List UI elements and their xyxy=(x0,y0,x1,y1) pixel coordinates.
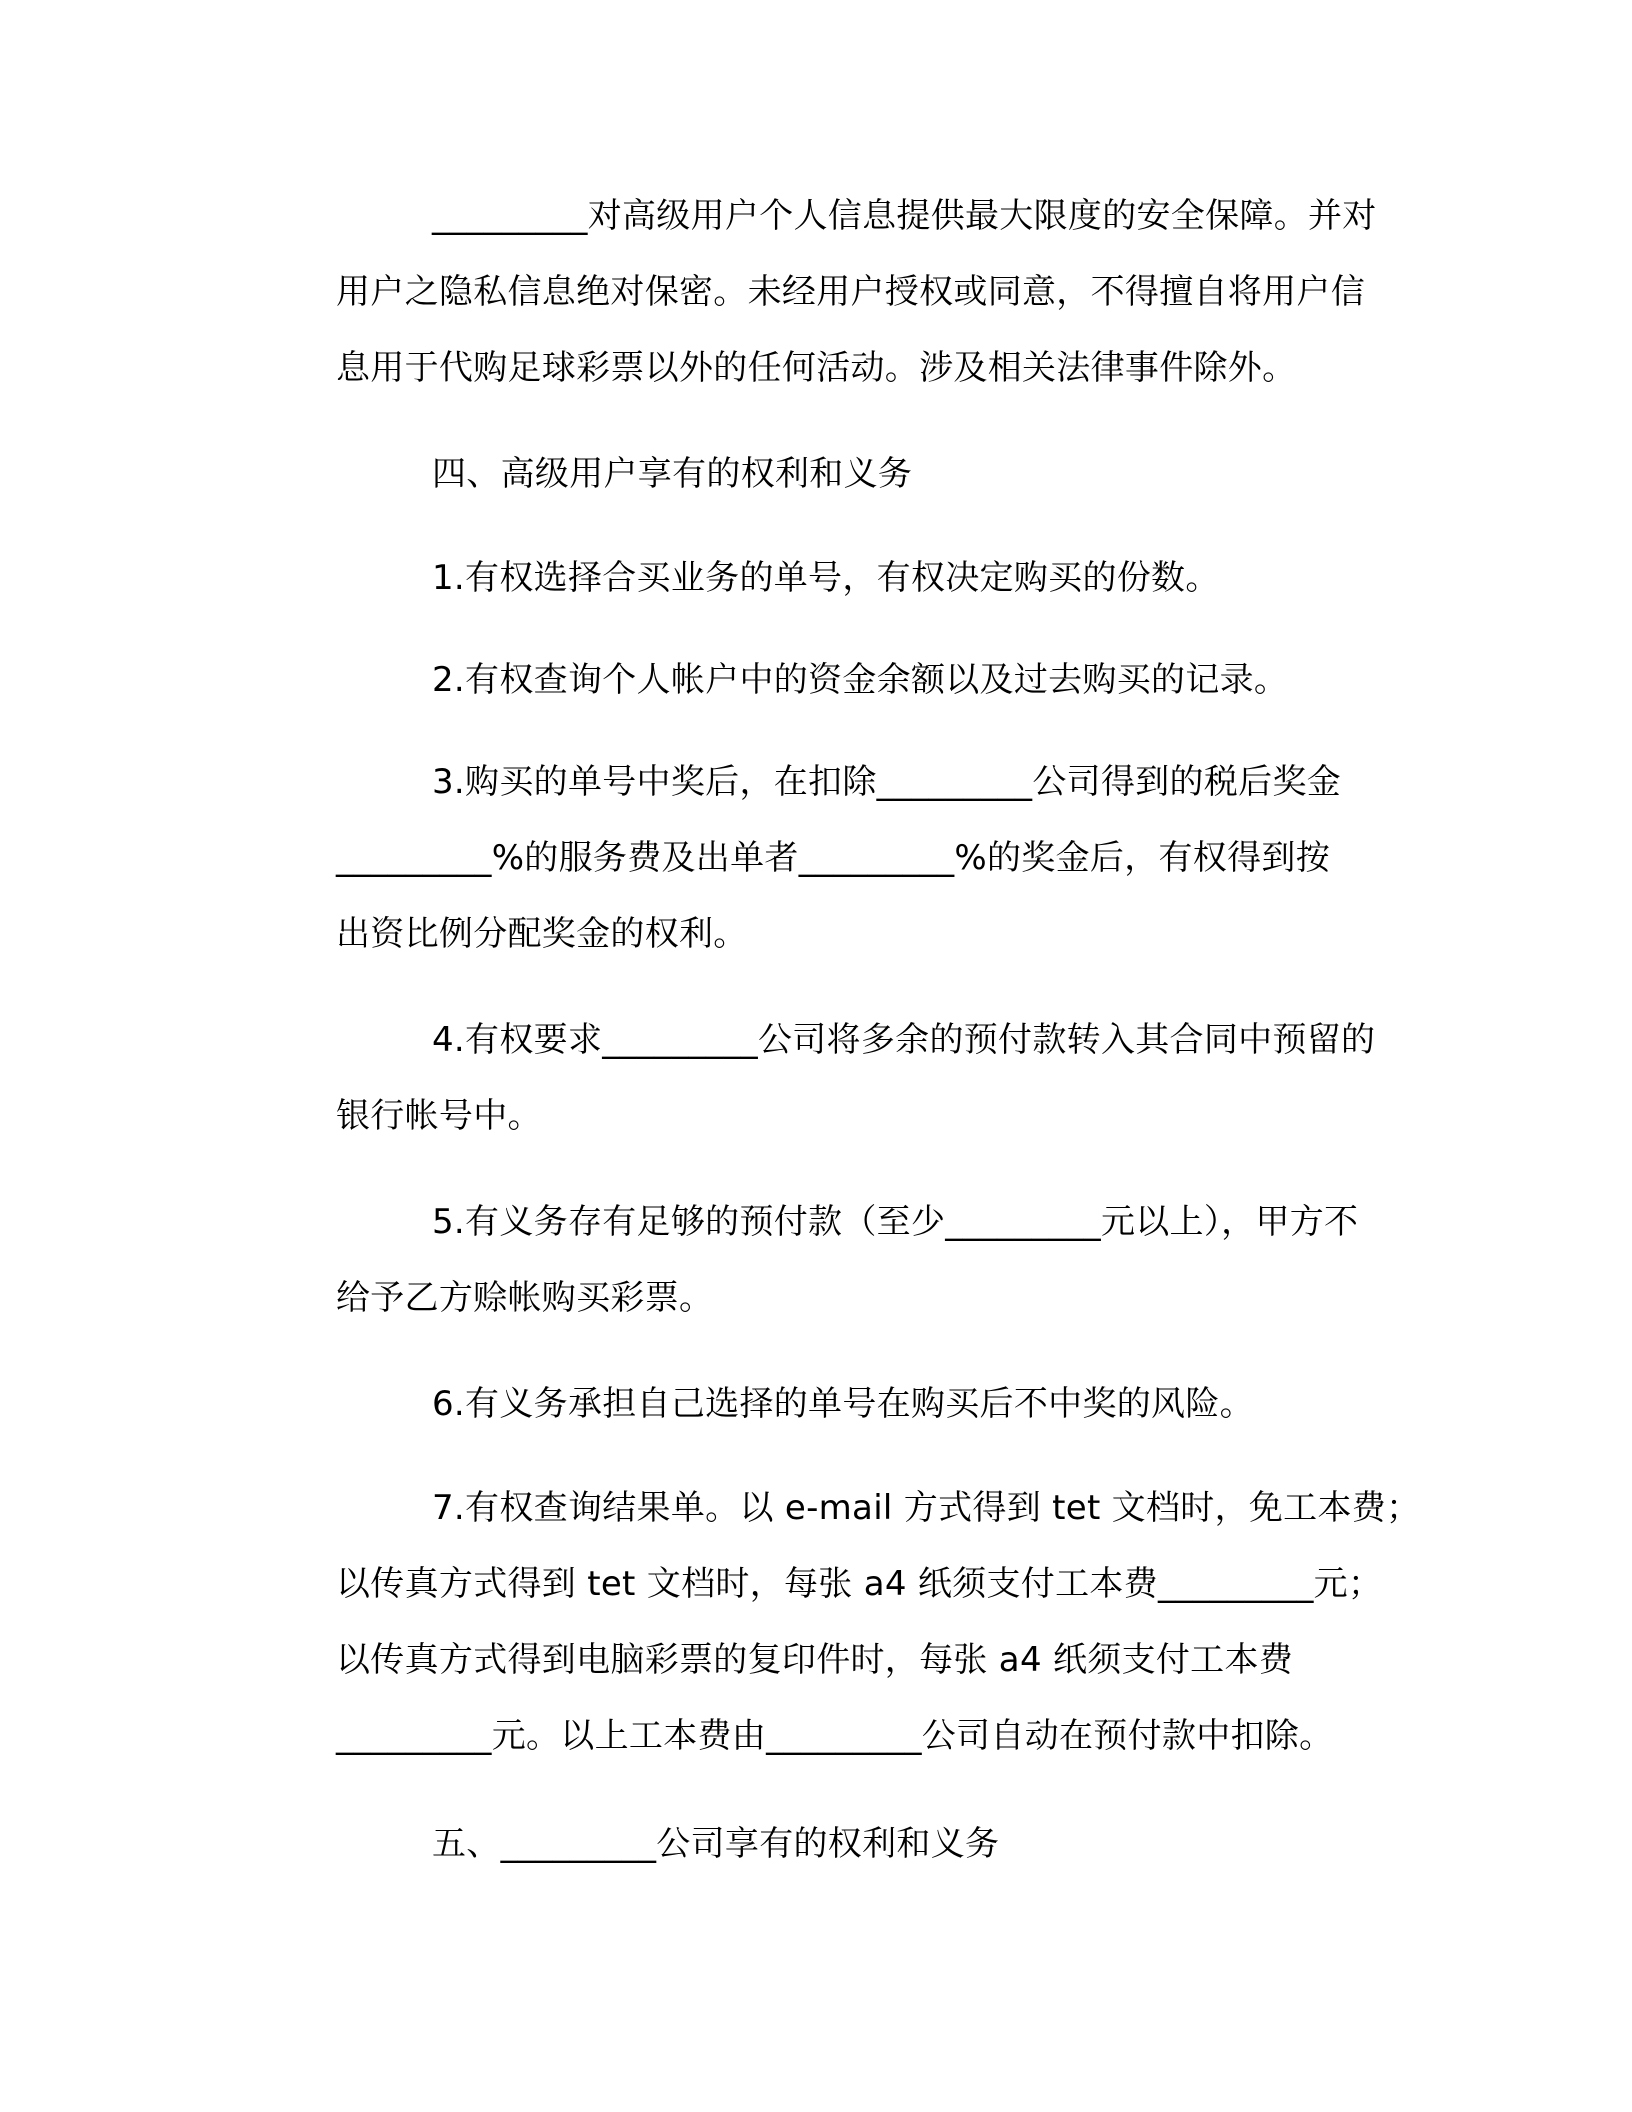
list-item-6 xyxy=(240,1366,1390,1442)
text-line: 2.有权查询个人帐户中的资金余额以及过去购买的记录。 xyxy=(432,660,1289,700)
text-line: 出资比例分配奖金的权利。 xyxy=(336,914,748,954)
list-item-4 xyxy=(240,1002,1390,1154)
list-item-7 xyxy=(240,1470,1421,1774)
text-line: 4.有权要求_________公司将多余的预付款转入其合同中预留的 xyxy=(432,1020,1376,1060)
text-line: _________元。以上工本费由_________公司自动在预付款中扣除。 xyxy=(336,1716,1334,1756)
section-heading-5 xyxy=(240,1806,1390,1882)
list-item-1 xyxy=(240,540,1390,616)
text-line: 3.购买的单号中奖后，在扣除_________公司得到的税后奖金 xyxy=(432,762,1342,802)
section-heading-4 xyxy=(240,436,1390,512)
heading-text: 四、高级用户享有的权利和义务 xyxy=(432,454,913,494)
text-line: _________%的服务费及出单者_________%的奖金后，有权得到按 xyxy=(336,838,1331,878)
list-item-5 xyxy=(240,1184,1390,1336)
paragraph-privacy xyxy=(240,178,1390,406)
text-line: 6.有义务承担自己选择的单号在购买后不中奖的风险。 xyxy=(432,1384,1254,1424)
text-line: 用户之隐私信息绝对保密。未经用户授权或同意，不得擅自将用户信 xyxy=(336,272,1365,312)
text-line: _________对高级用户个人信息提供最大限度的安全保障。并对 xyxy=(432,196,1377,236)
heading-text: 五、_________公司享有的权利和义务 xyxy=(432,1824,1000,1864)
list-item-2 xyxy=(240,642,1390,718)
text-line: 5.有义务存有足够的预付款（至少_________元以上），甲方不 xyxy=(432,1202,1359,1242)
text-line: 以传真方式得到电脑彩票的复印件时，每张 a4 纸须支付工本费 xyxy=(336,1640,1294,1680)
list-item-3 xyxy=(240,744,1390,972)
text-line: 1.有权选择合买业务的单号，有权决定购买的份数。 xyxy=(432,558,1220,598)
text-line: 7.有权查询结果单。以 e-mail 方式得到 tet 文档时，免工本费； xyxy=(432,1488,1421,1528)
text-line: 给予乙方赊帐购买彩票。 xyxy=(336,1278,714,1318)
text-line: 以传真方式得到 tet 文档时，每张 a4 纸须支付工本费_________元； xyxy=(336,1564,1383,1604)
text-line: 息用于代购足球彩票以外的任何活动。涉及相关法律事件除外。 xyxy=(336,348,1297,388)
text-line: 银行帐号中。 xyxy=(336,1096,542,1136)
